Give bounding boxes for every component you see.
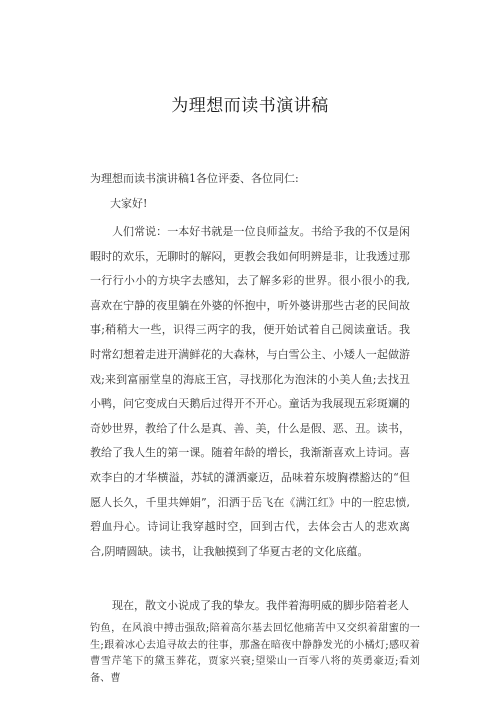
paragraph-3: 钓鱼，在风浪中搏击强敌;陪着高尔基去回忆他痛苦中又交织着甜蜜的一生;跟着冰心去追寻故去的往事，那盏在暗夜中静静发光的小橘灯;感叹着曹雪芹笔下的黛玉葬花，贾家兴衰;望梁山一百零八将的英勇豪迈;看刘备、曹 xyxy=(90,623,420,684)
greeting-line: 大家好! xyxy=(110,197,148,210)
paragraph-1: 人们常说：一本好书就是一位良师益友。书给予我的不仅是闲暇时的欢乐，无聊时的解闷，更教会我如何明辨是非，让我透过那一行行小小的方块字去感知，去了解多彩的世界。很小很小的我,喜欢在宁静的夜里躺在外婆的怀抱中，听外婆讲那些古老的民间故事;稍稍大一些，识得三两字的我，便开始试着自己阅读童话。我时常幻想着走进开满鲜花的大森林，与白雪公主、小矮人一起做游戏;来到富丽堂皇的海底王宫，寻找那化为泡沫的小美人鱼;去找丑小鸭，问它变成白天鹅后过得开不开心。童话为我展现五彩斑斓的奇妙世界，教给了什么是真、善、美，什么是假、恶、丑。读书，教给了我人生的第一课。随着年龄的增长，我渐渐喜欢上诗词。喜欢李白的才华横溢，苏轼的潇洒豪迈，品味着东坡胸襟豁达的“但愿人长久，千里共婵娟”，汨洒于岳飞在《满江红》中的一腔忠愤,碧血丹心。诗词让我穿越时空，回到古代，去体会古人的悲欢离合,阴晴圆缺。读书，让我触摸到了华夏古老的文化底蕴。 xyxy=(90,225,410,558)
paragraph-2: 现在，散文小说成了我的挚友。我伴着海明威的脚步陪着老人 xyxy=(112,599,409,612)
intro-line: 为理想而读书演讲稿1各位评委、各位同仁: xyxy=(90,172,299,185)
document-title: 为理想而读书演讲稿 xyxy=(171,96,329,116)
